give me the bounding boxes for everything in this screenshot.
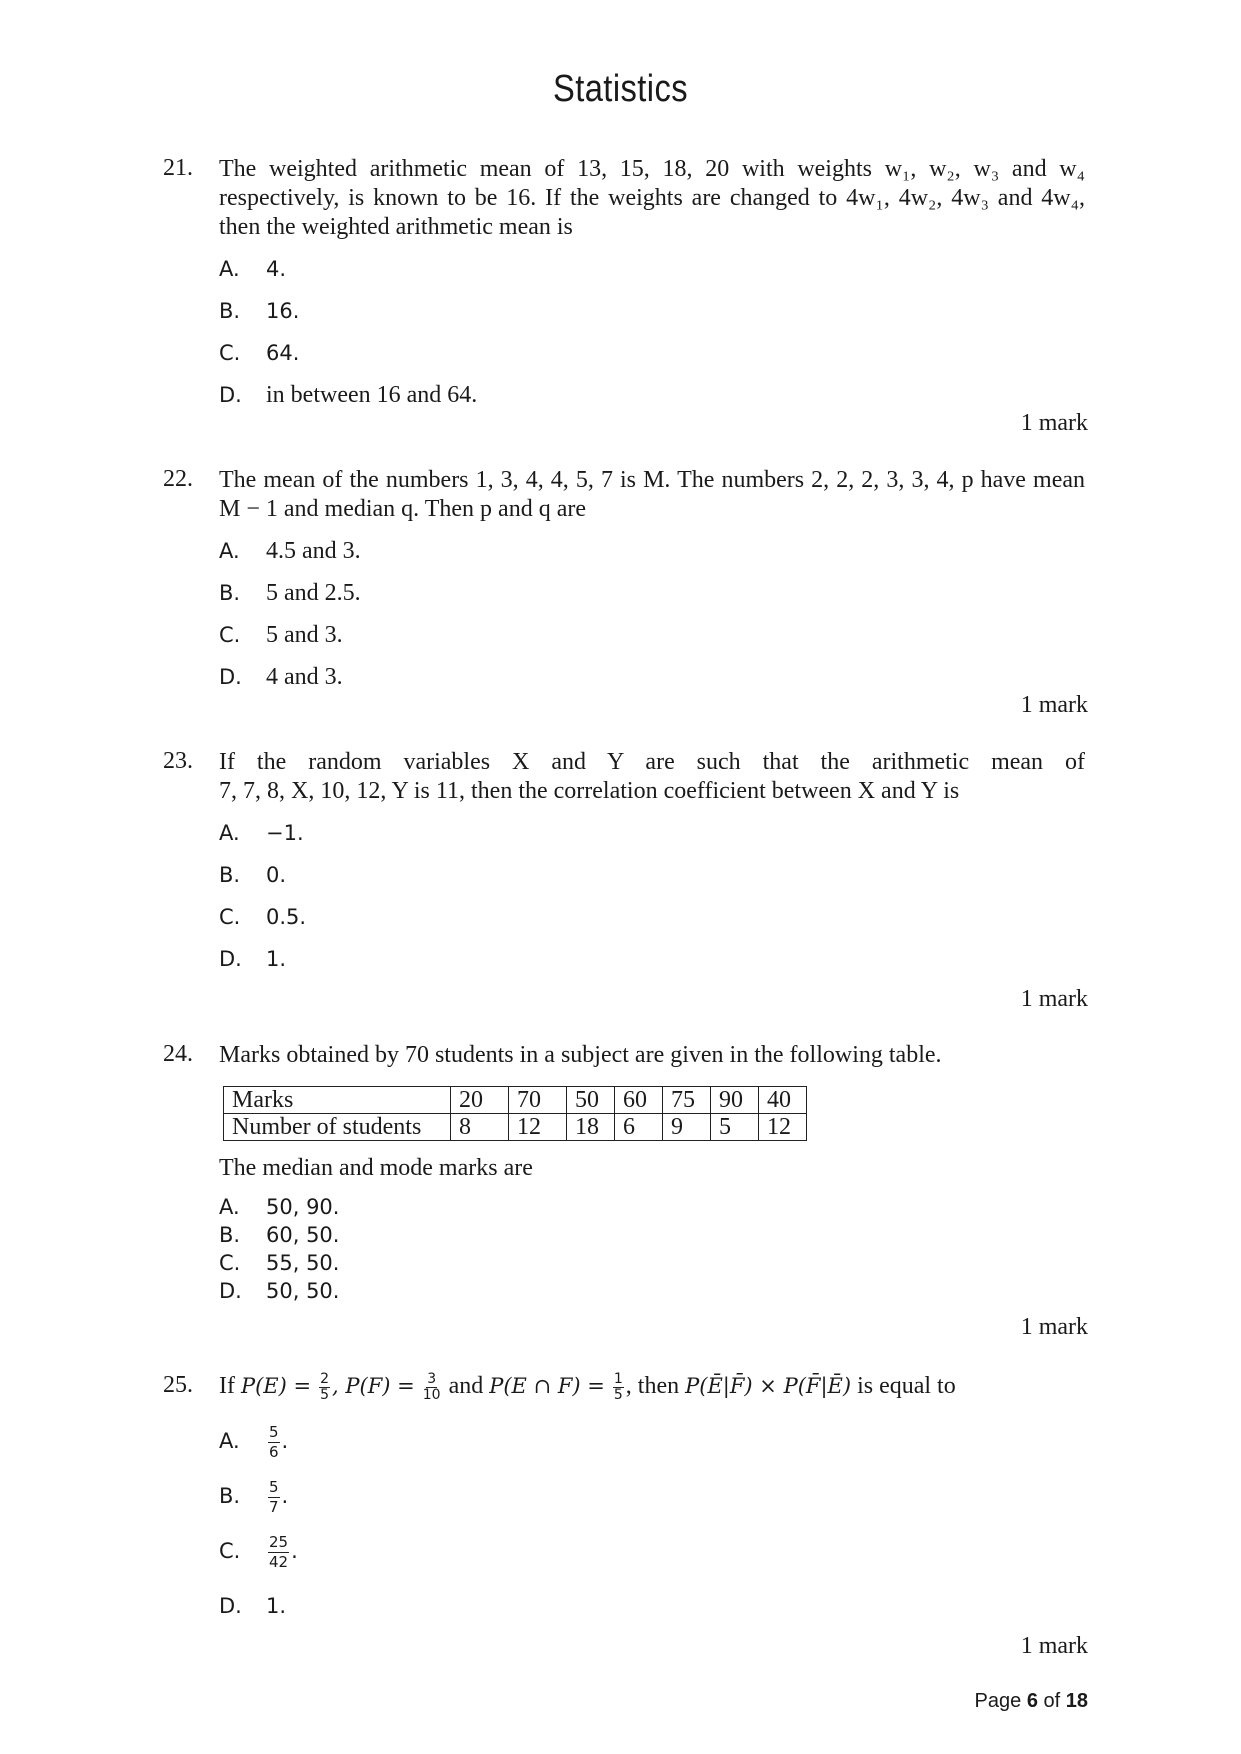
table-cell: 90 — [711, 1087, 759, 1114]
option-a[interactable] — [219, 538, 361, 568]
table-cell: 9 — [663, 1114, 711, 1141]
option-a[interactable]: A. $\frac{5}{6}$ . — [219, 1423, 289, 1461]
mark-label: 1 mark — [1020, 986, 1088, 1012]
table-cell: Number of students — [224, 1114, 451, 1141]
table-cell: 60 — [615, 1087, 663, 1114]
option-label: B. — [219, 863, 241, 887]
stem-line: respectively, is known to be 16. If the weights are changed to 4w₁, 4w₂, 4w₃ and 4w₄, — [219, 185, 1085, 211]
table-cell: 50 — [567, 1087, 615, 1114]
option-label: D. — [219, 383, 242, 407]
table-cell: 18 — [567, 1114, 615, 1141]
option-label: A. — [219, 539, 240, 563]
option-text: 4.5 and 3. — [266, 538, 361, 564]
option-c[interactable]: C. $\frac{25}{42}$ . — [219, 1533, 298, 1571]
option-label: B. — [219, 581, 241, 605]
fraction — [268, 1533, 289, 1572]
footer-current-page: 6 — [1026, 1690, 1038, 1712]
stem-line: then the weighted arithmetic mean is — [219, 214, 573, 240]
question-number: 22. — [163, 466, 193, 492]
fraction — [268, 1423, 280, 1462]
denominator: 6 — [269, 1443, 279, 1461]
option-label: C. — [219, 623, 241, 647]
table-cell: 40 — [759, 1087, 807, 1114]
fraction — [319, 1372, 330, 1403]
option-text: 4 and 3. — [266, 664, 343, 690]
option-b[interactable] — [219, 862, 286, 892]
option-b[interactable] — [219, 1222, 339, 1252]
option-text: 55, 50. — [266, 1251, 340, 1275]
math-expression: , P(F) = — [332, 1374, 415, 1399]
stem-line: 7, 7, 8, X, 10, 12, Y is 11, then the correlation coefficient between X and Y is — [219, 778, 960, 804]
table-cell: 70 — [509, 1087, 567, 1114]
question-stem — [219, 155, 1085, 242]
stem-line: The mean of the numbers 1, 3, 4, 4, 5, 7 is M. The numbers 2, 2, 2, 3, 3, 4, p have mean — [219, 467, 1085, 493]
stem-line: Marks obtained by 70 students in a subject are given in the following table. — [219, 1042, 942, 1068]
numerator: 3 — [427, 1371, 437, 1387]
fraction — [423, 1372, 441, 1403]
option-label: C. — [219, 1538, 241, 1563]
option-label: C. — [219, 1251, 241, 1275]
footer-of: of — [1043, 1690, 1061, 1712]
option-label: D. — [219, 947, 242, 971]
option-c[interactable] — [219, 1250, 339, 1280]
question-stem — [219, 1041, 1085, 1070]
option-text: 64. — [266, 341, 300, 365]
option-text: 60, 50. — [266, 1223, 340, 1247]
numerator: 25 — [269, 1533, 289, 1551]
footer-prefix: Page — [974, 1690, 1022, 1712]
table-cell: 8 — [451, 1114, 509, 1141]
option-text: 5 and 3. — [266, 622, 343, 648]
stem-line: The weighted arithmetic mean of 13, 15, 18, 20 with weights w₁, w₂, w₃ and w₄ — [219, 156, 1085, 182]
question-stem — [219, 466, 1085, 524]
mark-label: 1 mark — [1020, 410, 1088, 436]
option-label: D. — [219, 1279, 242, 1303]
footer-total-pages: 18 — [1065, 1690, 1088, 1712]
page-title: Statistics — [552, 68, 689, 110]
option-label: D. — [219, 665, 242, 689]
option-text: 0.5. — [266, 905, 307, 929]
option-label: B. — [219, 1223, 241, 1247]
option-b[interactable] — [219, 580, 361, 610]
option-d[interactable] — [219, 1278, 339, 1308]
option-label: D. — [219, 1594, 242, 1618]
option-a[interactable] — [219, 1194, 339, 1224]
table-cell: Marks — [224, 1087, 451, 1114]
option-c[interactable] — [219, 340, 299, 370]
marks-table — [223, 1086, 807, 1141]
mark-label: 1 mark — [1020, 692, 1088, 718]
table-row — [224, 1087, 807, 1114]
question-number: 23. — [163, 748, 193, 774]
table-row — [224, 1114, 807, 1141]
option-label: A. — [219, 257, 240, 281]
option-label: C. — [219, 905, 241, 929]
stem-text: If — [219, 1373, 235, 1400]
option-text: 1. — [266, 1594, 287, 1618]
fraction — [268, 1478, 280, 1517]
question-number: 21. — [163, 155, 193, 181]
option-d[interactable] — [219, 946, 286, 976]
option-d[interactable] — [219, 664, 343, 694]
option-label: A. — [219, 1195, 240, 1219]
denominator: 7 — [269, 1498, 279, 1516]
table-cell: 75 — [663, 1087, 711, 1114]
option-text: 4. — [266, 257, 287, 281]
option-c[interactable] — [219, 904, 306, 934]
option-text: 50, 50. — [266, 1279, 340, 1303]
question-number: 25. — [163, 1372, 193, 1398]
mark-label: 1 mark — [1020, 1633, 1088, 1659]
option-text: in between 16 and 64. — [266, 382, 478, 408]
option-b[interactable]: B. $\frac{5}{7}$ . — [219, 1478, 289, 1516]
question-stem — [219, 1372, 1085, 1403]
page-footer — [975, 1690, 1088, 1713]
stem-text: is equal to — [857, 1373, 956, 1400]
stem-line: M − 1 and median q. Then p and q are — [219, 496, 586, 522]
option-text: −1. — [266, 821, 304, 845]
math-expression: P(Ē|F̄) × P(F̄|Ē) — [685, 1374, 852, 1399]
option-label: A. — [219, 821, 240, 845]
option-label: B. — [219, 299, 241, 323]
option-label: A. — [219, 1428, 240, 1453]
option-d[interactable] — [219, 382, 477, 412]
question-stem — [219, 748, 1085, 806]
denominator: 42 — [269, 1553, 289, 1571]
option-text: 5 and 2.5. — [266, 580, 361, 606]
question-prompt — [219, 1154, 1085, 1183]
table-cell: 6 — [615, 1114, 663, 1141]
option-text: 1. — [266, 947, 287, 971]
table-cell: 20 — [451, 1087, 509, 1114]
numerator: 5 — [269, 1478, 279, 1496]
table-cell: 12 — [759, 1114, 807, 1141]
math-expression: P(E) = — [240, 1374, 312, 1399]
option-label: C. — [219, 341, 241, 365]
option-text: 50, 90. — [266, 1195, 340, 1219]
stem-line: The median and mode marks are — [219, 1155, 533, 1181]
option-d[interactable] — [219, 1593, 286, 1623]
option-text: 16. — [266, 299, 300, 323]
denominator: 5 — [613, 1387, 623, 1403]
numerator: 5 — [269, 1423, 279, 1441]
math-expression: P(E ∩ F) = — [489, 1374, 605, 1399]
numerator: 2 — [320, 1371, 330, 1387]
option-label: B. — [219, 1483, 241, 1508]
table-cell: 5 — [711, 1114, 759, 1141]
table-cell: 12 — [509, 1114, 567, 1141]
option-text: 0. — [266, 863, 287, 887]
stem-text: and — [448, 1373, 484, 1400]
stem-text: , then — [625, 1373, 680, 1400]
option-c[interactable] — [219, 622, 343, 652]
option-a[interactable] — [219, 256, 286, 286]
numerator: 1 — [613, 1371, 623, 1387]
option-b[interactable] — [219, 298, 299, 328]
option-a[interactable] — [219, 820, 304, 850]
question-number: 24. — [163, 1041, 193, 1067]
stem-line: If the random variables X and Y are such that the arithmetic mean of — [219, 749, 1085, 775]
denominator: 10 — [422, 1387, 441, 1403]
mark-label: 1 mark — [1020, 1314, 1088, 1340]
fraction — [613, 1372, 624, 1403]
denominator: 5 — [320, 1387, 330, 1403]
